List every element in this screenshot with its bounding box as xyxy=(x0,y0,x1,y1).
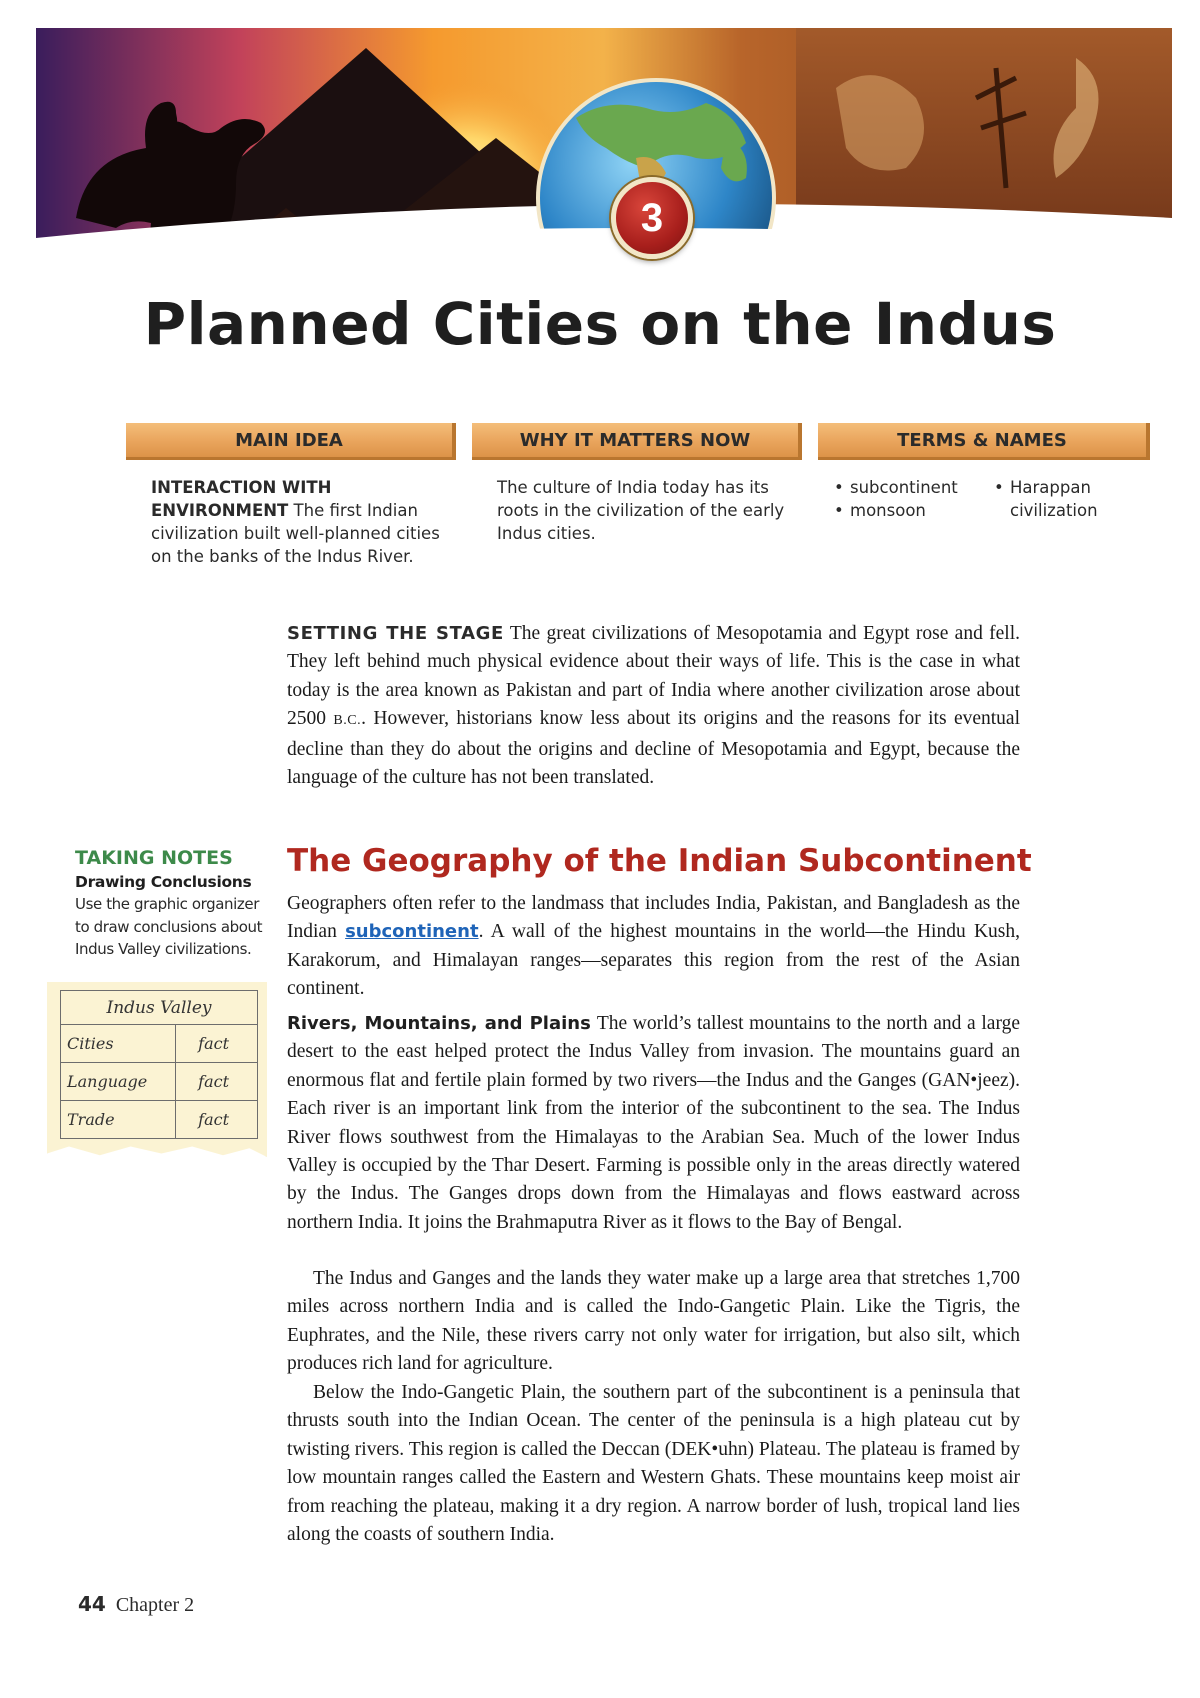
paragraph-text: Geographers often refer to the landmass that includes India, Pakistan, and Bangladesh as the Indian xyxy=(287,893,1020,943)
subcontinent-term-link[interactable]: subcontinent xyxy=(345,921,479,943)
setting-the-stage-paragraph xyxy=(287,620,1020,792)
organizer-row xyxy=(61,1063,258,1101)
terms-names-tab: TERMS & NAMES xyxy=(818,423,1150,460)
main-idea-tab: MAIN IDEA xyxy=(126,423,456,460)
term-item[interactable]: • subcontinent xyxy=(834,476,958,499)
main-idea-text xyxy=(151,476,451,568)
bc-abbreviation: B.C. xyxy=(333,713,362,729)
page-number: 44 xyxy=(78,1592,106,1616)
organizer-row-label: Language xyxy=(61,1063,176,1101)
setting-the-stage-lead: SETTING THE STAGE xyxy=(287,623,504,644)
term-item[interactable]: • Harappan civilization xyxy=(994,476,1104,522)
organizer-header: Indus Valley xyxy=(61,991,258,1025)
chapter-number-badge: 3 xyxy=(611,177,693,259)
organizer-row xyxy=(61,1025,258,1063)
section-title: Planned Cities on the Indus xyxy=(143,290,1057,358)
main-idea-kicker: INTERACTION WITH ENVIRONMENT xyxy=(151,478,332,520)
organizer-row xyxy=(61,1101,258,1139)
geography-paragraph-1 xyxy=(287,890,1020,1004)
banner-illustration xyxy=(36,28,1172,264)
taking-notes-body: Use the graphic organizer to draw conclusions about Indus Valley civilizations. xyxy=(75,895,263,958)
why-it-matters-text: The culture of India today has its roots in the civilization of the early Indus cities. xyxy=(497,478,785,543)
setting-the-stage-text-a: The great civilizations of Mesopotamia and Egypt rose and fell. They left behind much physical evidence about their ways of life. This is the case in what today is the area known as Pakistan and part of India where another civilization arose about 2500 xyxy=(287,623,1021,730)
main-idea-body: The first Indian civilization built well-planned cities on the banks of the Indus River. xyxy=(151,501,440,566)
paragraph-text: . A wall of the highest mountains in the world—the Hindu Kush, Karakorum, and Himalayan ranges—separates this region from the rest of the Asian continent. xyxy=(287,921,1020,1000)
organizer-row-value: fact xyxy=(176,1025,258,1063)
geography-paragraph-4: Below the Indo-Gangetic Plain, the southern part of the subcontinent is a peninsula that thrusts south into the Indian Ocean. The center of the peninsula is a high plateau cut by twisting rivers. This region is called the Deccan (DEK•uhn) Plateau. The plateau is framed by low mountain ranges called the Eastern and Western Ghats. These mountains keep moist air from reaching the plateau, making it a dry region. A narrow border of lush, tropical land lies along the coasts of southern India. xyxy=(287,1382,1020,1546)
setting-the-stage-text-b: . However, historians know less about its origins and the reasons for its eventual decline than they do about the origins and decline of Mesopotamia and Egypt, because the language of the culture has not been translated. xyxy=(287,708,1020,789)
taking-notes-title: TAKING NOTES xyxy=(75,847,233,869)
why-it-matters-tab: WHY IT MATTERS NOW xyxy=(472,423,802,460)
geography-paragraph-3: The Indus and Ganges and the lands they water make up a large area that stretches 1,700 miles across northern India and is called the Indo-Gangetic Plain. Like the Tigris, the Euphrates, and the Nile, these rivers carry not only water for irrigation, but also silt, which produces rich land for agriculture. xyxy=(287,1268,1020,1375)
graphic-organizer-table xyxy=(60,990,258,1139)
chapter-label: Chapter 2 xyxy=(115,1594,195,1616)
organizer-row-label: Trade xyxy=(61,1101,176,1139)
geography-heading: The Geography of the Indian Subcontinent xyxy=(287,843,1032,879)
chapter-banner xyxy=(36,28,1172,264)
paragraph-text: The world’s tallest mountains to the north and a large desert to the east helped protect the Indus Valley from invasion. The mountains guard an enormous flat and fertile plain formed by two rivers—the Indus and the Ganges (GAN•jeez). Each river is an important link from the interior of the subcontinent to the sea. The Indus River flows southwest from the Himalayas to the Arabian Sea. Much of the lower Indus Valley is occupied by the Thar Desert. Farming is possible only in the areas directly watered by the Indus. The Ganges drops down from the Himalayas and flows eastward across northern India. It joins the Brahmaputra River as it flows to the Bay of Bengal. xyxy=(287,1013,1020,1233)
taking-notes-sidebar xyxy=(75,847,275,961)
rivers-mountains-plains-lead: Rivers, Mountains, and Plains xyxy=(287,1013,591,1034)
organizer-row-value: fact xyxy=(176,1101,258,1139)
taking-notes-subtitle: Drawing Conclusions xyxy=(75,873,252,891)
term-item[interactable]: • monsoon xyxy=(834,499,926,522)
page-footer xyxy=(78,1592,194,1617)
organizer-row-label: Cities xyxy=(61,1025,176,1063)
geography-paragraph-2 xyxy=(287,1010,1020,1237)
organizer-row-value: fact xyxy=(176,1063,258,1101)
